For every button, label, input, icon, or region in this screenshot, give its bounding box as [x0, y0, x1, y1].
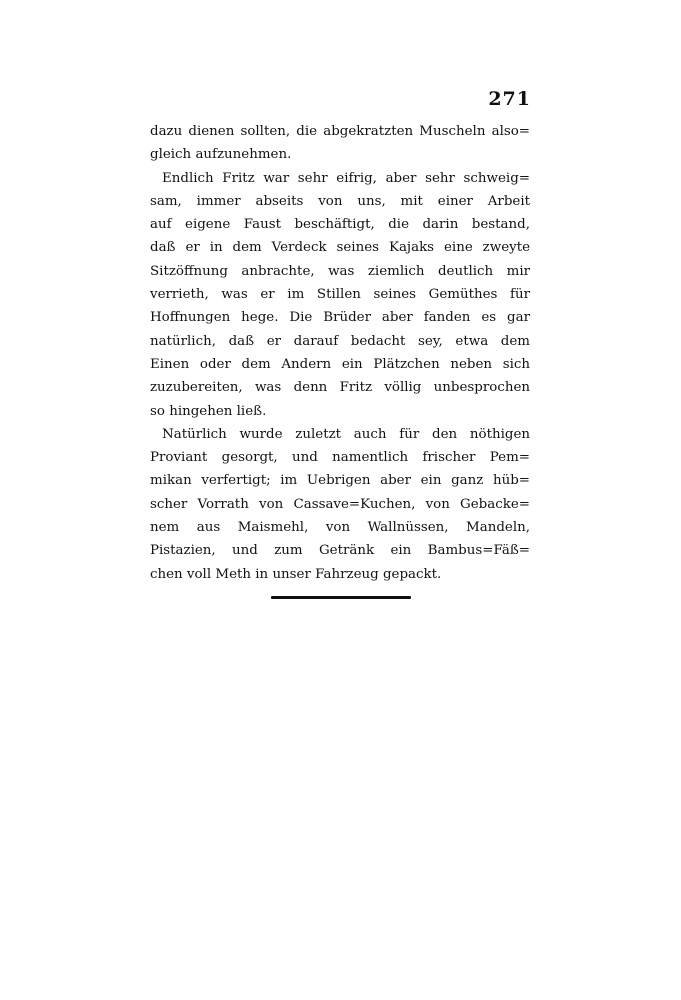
end-rule-divider: [271, 596, 411, 599]
text-line: dazu dienen sollten, die abgekratzten Muscheln also=: [150, 124, 530, 139]
text-line: Pistazien, und zum Getränk ein Bambus=Fäß=: [150, 543, 530, 559]
text-line: natürlich, daß er darauf bedacht sey, etwa dem: [150, 333, 530, 349]
text-line: scher Vorrath von Cassave=Kuchen, von Gebacke=: [150, 496, 530, 512]
page-number: 271: [488, 88, 531, 110]
text-line: so hingehen ließ.: [150, 403, 267, 419]
text-line: Sitzöffnung anbrachte, was ziemlich deutlich mir: [150, 263, 530, 279]
text-line: sam, immer abseits von uns, mit einer Arbeit: [150, 193, 530, 209]
body-text: [150, 120, 530, 586]
text-line: Endlich Fritz war sehr eifrig, aber sehr schweig=: [162, 170, 530, 186]
text-line: zuzubereiten, was denn Fritz völlig unbesprochen: [150, 380, 530, 396]
text-line: Natürlich wurde zuletzt auch für den nöthigen: [162, 426, 530, 442]
text-line: mikan verfertigt; im Uebrigen aber ein ganz hüb=: [150, 473, 530, 489]
text-line: nem aus Maismehl, von Wallnüssen, Mandeln,: [150, 520, 530, 536]
text-line: gleich aufzunehmen.: [150, 147, 292, 163]
text-line: auf eigene Faust beschäftigt, die darin bestand,: [150, 217, 530, 233]
text-line: Proviant gesorgt, und namentlich frischer Pem=: [150, 450, 530, 466]
text-line: Einen oder dem Andern ein Plätzchen neben sich: [150, 356, 530, 372]
text-line: daß er in dem Verdeck seines Kajaks eine zweyte: [150, 240, 530, 256]
text-line: verrieth, was er im Stillen seines Gemüthes für: [150, 287, 530, 303]
text-line: Hoffnungen hege. Die Brüder aber fanden es gar: [150, 310, 530, 326]
text-line: chen voll Meth in unser Fahrzeug gepackt.: [150, 566, 442, 582]
